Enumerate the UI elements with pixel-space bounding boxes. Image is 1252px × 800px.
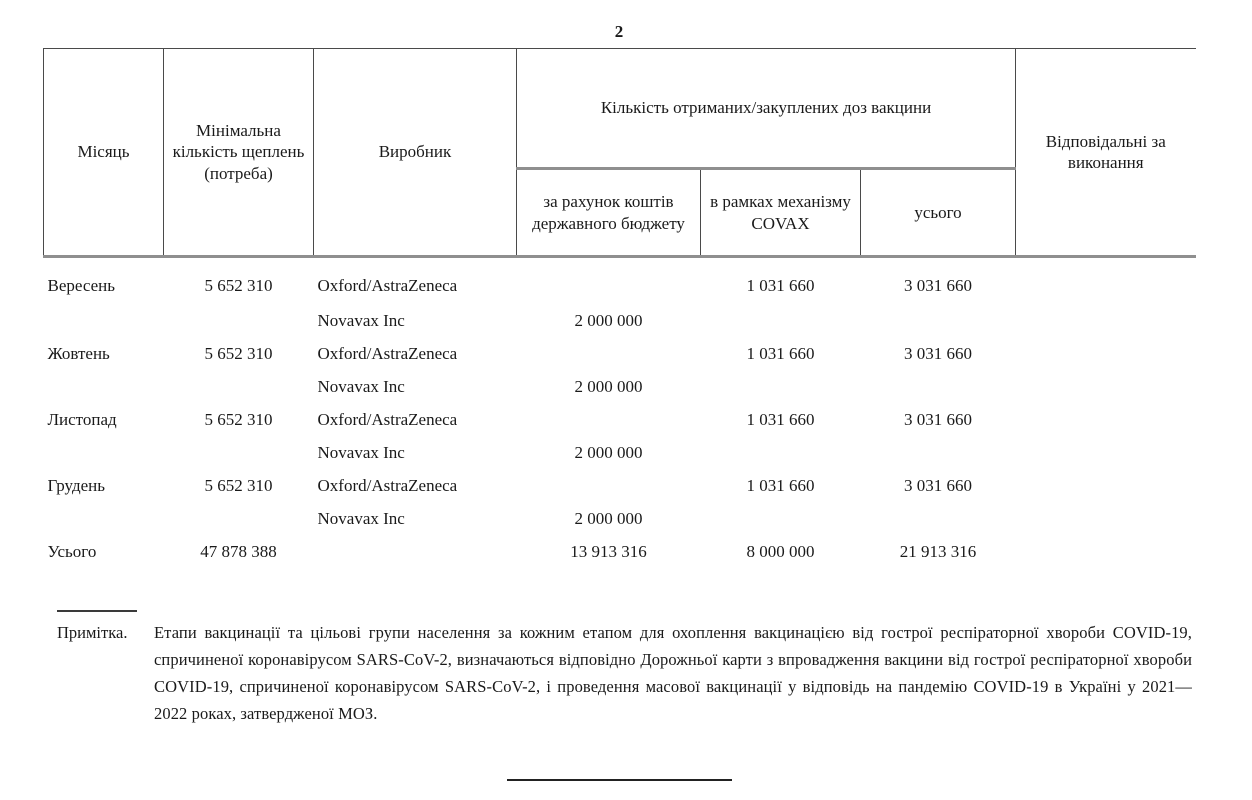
cell-total [861, 304, 1016, 337]
cell-min-count: 5 652 310 [204, 409, 273, 429]
cell-month: Листопад [47, 409, 117, 429]
cell-state-budget [517, 257, 701, 305]
header-state-budget: за рахунок коштів державного бюджету [517, 169, 701, 257]
cell-month: Вересень [47, 276, 116, 295]
table-row-total [44, 535, 1196, 568]
table-row [44, 257, 1196, 305]
table-row [44, 469, 1196, 502]
cell-min-count [164, 304, 314, 337]
table-row [44, 403, 1196, 436]
header-manufacturer: Виробник [314, 49, 517, 257]
cell-responsible [1016, 469, 1196, 502]
cell-responsible [1016, 304, 1196, 337]
cell-min-count [164, 370, 314, 403]
cell-responsible [1016, 257, 1196, 305]
cell-manufacturer: Oxford/AstraZeneca [317, 409, 458, 429]
cell-month: Усього [47, 541, 97, 561]
cell-total [861, 502, 1016, 535]
cell-state-budget: 2 000 000 [574, 310, 643, 330]
cell-covax [701, 304, 861, 337]
cell-responsible [1016, 436, 1196, 469]
cell-covax [701, 370, 861, 403]
cell-responsible [1016, 337, 1196, 370]
cell-month [44, 304, 164, 337]
cell-month: Грудень [47, 475, 106, 495]
header-month: Місяць [44, 49, 164, 257]
cell-min-count: 5 652 310 [204, 276, 273, 295]
cell-month: Жовтень [47, 343, 110, 363]
cell-covax [701, 436, 861, 469]
cell-manufacturer: Novavax Inc [317, 310, 405, 330]
cell-manufacturer: Oxford/AstraZeneca [317, 343, 458, 363]
table-row [44, 337, 1196, 370]
cell-total: 3 031 660 [904, 343, 972, 363]
cell-covax: 1 031 660 [746, 475, 815, 495]
cell-total: 21 913 316 [899, 541, 977, 561]
cell-month [44, 436, 164, 469]
cell-responsible [1016, 535, 1196, 568]
header-covax: в рамках механізму COVAX [701, 169, 861, 257]
table-row [44, 304, 1196, 337]
cell-min-count: 47 878 388 [200, 541, 277, 561]
cell-min-count [164, 436, 314, 469]
cell-state-budget [517, 337, 701, 370]
cell-covax: 1 031 660 [746, 343, 815, 363]
cell-state-budget: 13 913 316 [570, 541, 647, 561]
cell-min-count: 5 652 310 [204, 475, 273, 495]
cell-manufacturer: Novavax Inc [317, 508, 405, 528]
document-page [43, 0, 1195, 781]
cell-min-count: 5 652 310 [204, 343, 273, 363]
cell-manufacturer [314, 535, 517, 568]
page-number: 2 [614, 22, 624, 41]
cell-state-budget: 2 000 000 [574, 508, 643, 528]
header-doses-group: Кількість отриманих/закуплених доз вакцини [517, 49, 1016, 169]
cell-covax [701, 502, 861, 535]
cell-responsible [1016, 370, 1196, 403]
cell-manufacturer: Novavax Inc [317, 442, 405, 462]
cell-manufacturer: Oxford/AstraZeneca [317, 276, 458, 295]
cell-covax: 8 000 000 [746, 541, 815, 561]
footnote-text: Етапи вакцинації та цільові групи населення за кожним етапом для охоплення вакцинацією від гострої респіраторної хвороби COVID-19, спричиненої коронавірусом SARS-CoV-2, визначаються відповідно Дорожньої карти з впровадження вакцини від гострої респіраторної хвороби COVID-19, спричиненої коронавірусом SARS-CoV-2, і проведення масової вакцинації у відповідь на пандемію COVID-19 в Україні у 2021—2022 роках, затвердженої МОЗ. [154, 623, 1192, 723]
cell-covax: 1 031 660 [746, 409, 815, 429]
cell-total: 3 031 660 [904, 276, 972, 295]
header-responsible: Відповідальні за виконання [1016, 49, 1196, 257]
signature-line [507, 779, 732, 781]
cell-total: 3 031 660 [904, 475, 972, 495]
header-total: усього [861, 169, 1016, 257]
cell-manufacturer: Oxford/AstraZeneca [317, 475, 458, 495]
cell-total: 3 031 660 [904, 409, 972, 429]
table-header [44, 49, 1196, 257]
cell-month [44, 370, 164, 403]
cell-responsible [1016, 502, 1196, 535]
header-min-count: Мінімальна кількість щеплень (потреба) [164, 49, 314, 257]
vaccine-doses-table [43, 48, 1196, 568]
footnote-rule [57, 610, 137, 612]
cell-total [861, 370, 1016, 403]
cell-total [861, 436, 1016, 469]
footnote-label: Примітка. [57, 623, 128, 642]
cell-covax: 1 031 660 [746, 276, 815, 295]
table-row [44, 502, 1196, 535]
cell-min-count [164, 502, 314, 535]
table-body [44, 257, 1196, 569]
cell-responsible [1016, 403, 1196, 436]
cell-manufacturer: Novavax Inc [317, 376, 405, 396]
cell-month [44, 502, 164, 535]
cell-state-budget [517, 403, 701, 436]
cell-state-budget: 2 000 000 [574, 442, 643, 462]
cell-state-budget: 2 000 000 [574, 376, 643, 396]
table-row [44, 370, 1196, 403]
table-row [44, 436, 1196, 469]
cell-state-budget [517, 469, 701, 502]
footnote [57, 619, 1195, 727]
